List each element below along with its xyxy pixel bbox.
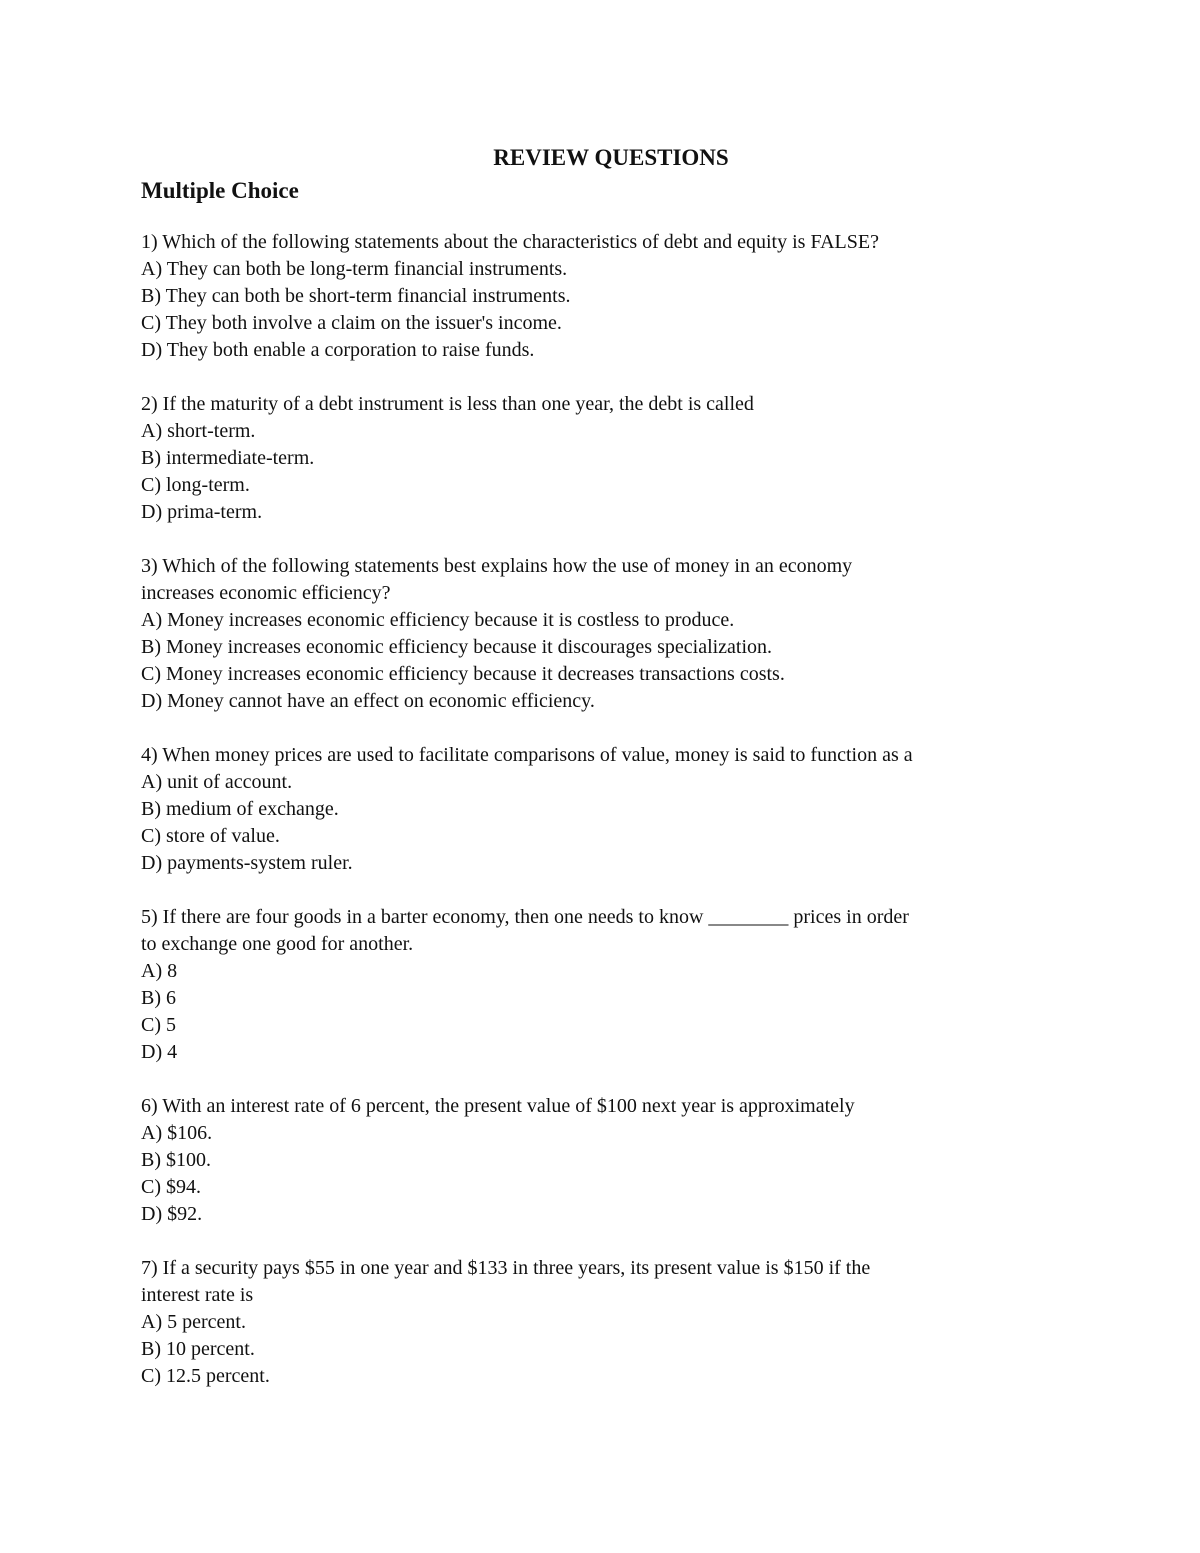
question-stem: 5) If there are four goods in a barter economy, then one needs to know ________ prices in order to exchange one good for another. — [141, 906, 909, 955]
question-3 — [141, 553, 1081, 715]
answer-option: C) They both involve a claim on the issuer's income. — [141, 312, 562, 334]
answer-option: A) 8 — [141, 960, 178, 982]
question-4 — [141, 742, 1081, 877]
answer-options — [141, 769, 1081, 877]
question-6 — [141, 1093, 1081, 1228]
answer-option: C) Money increases economic efficiency because it decreases transactions costs. — [141, 663, 785, 685]
answer-option: A) Money increases economic efficiency because it is costless to produce. — [141, 609, 735, 631]
answer-option: C) 5 — [141, 1014, 176, 1036]
question-5 — [141, 904, 1081, 1066]
answer-option: D) payments-system ruler. — [141, 852, 353, 874]
question-7 — [141, 1255, 1081, 1390]
answer-option: A) short-term. — [141, 420, 256, 442]
answer-option: B) medium of exchange. — [141, 798, 339, 820]
answer-option: B) Money increases economic efficiency because it discourages specialization. — [141, 636, 773, 658]
answer-option: C) long-term. — [141, 474, 250, 496]
question-stem: 1) Which of the following statements about the characteristics of debt and equity is FALSE? — [141, 231, 879, 253]
answer-option: B) $100. — [141, 1149, 211, 1171]
answer-options — [141, 256, 1081, 364]
answer-options — [141, 1309, 1081, 1390]
question-stem: 7) If a security pays $55 in one year and $133 in three years, its present value is $150 if the interest rate is — [141, 1257, 871, 1306]
question-1 — [141, 229, 1081, 364]
answer-option: C) 12.5 percent. — [141, 1365, 270, 1387]
answer-option: D) $92. — [141, 1203, 203, 1225]
answer-option: B) 10 percent. — [141, 1338, 255, 1360]
question-list — [141, 229, 1081, 1390]
answer-option: C) $94. — [141, 1176, 201, 1198]
question-stem: 2) If the maturity of a debt instrument is less than one year, the debt is called — [141, 393, 754, 415]
answer-option: A) unit of account. — [141, 771, 293, 793]
answer-options — [141, 1120, 1081, 1228]
answer-options — [141, 418, 1081, 526]
document-content — [141, 143, 1081, 1417]
answer-option: D) 4 — [141, 1041, 178, 1063]
answer-option: B) intermediate-term. — [141, 447, 315, 469]
answer-option: A) $106. — [141, 1122, 213, 1144]
answer-option: A) 5 percent. — [141, 1311, 246, 1333]
answer-option: A) They can both be long-term financial instruments. — [141, 258, 568, 280]
question-2 — [141, 391, 1081, 526]
page-title: REVIEW QUESTIONS — [493, 145, 729, 170]
question-stem: 4) When money prices are used to facilitate comparisons of value, money is said to function as a — [141, 744, 913, 766]
answer-option: D) They both enable a corporation to raise funds. — [141, 339, 535, 361]
answer-options — [141, 958, 1081, 1066]
answer-option: C) store of value. — [141, 825, 280, 847]
answer-options — [141, 607, 1081, 715]
answer-option: B) They can both be short-term financial instruments. — [141, 285, 571, 307]
question-stem: 6) With an interest rate of 6 percent, the present value of $100 next year is approximately — [141, 1095, 855, 1117]
answer-option: B) 6 — [141, 987, 176, 1009]
answer-option: D) prima-term. — [141, 501, 263, 523]
answer-option: D) Money cannot have an effect on economic efficiency. — [141, 690, 595, 712]
question-stem: 3) Which of the following statements best explains how the use of money in an economy increases economic efficiency? — [141, 555, 853, 604]
section-heading: Multiple Choice — [141, 178, 299, 203]
